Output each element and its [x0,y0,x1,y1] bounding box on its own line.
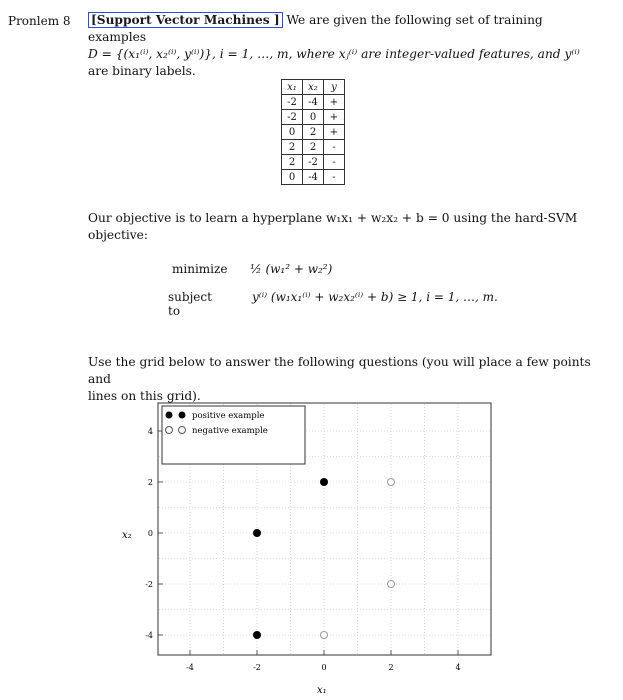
positive-point [320,478,328,486]
minimize-expression: ½ (w₁² + w₂²) [250,262,333,276]
problem-label: Pronlem 8 [8,14,71,28]
table-cell: 0 [303,110,324,125]
table-cell: + [324,110,345,125]
table-header-y: y [324,80,345,95]
table-cell: 2 [303,125,324,140]
y-tick-label: 2 [147,478,153,487]
y-axis-label: x₂ [122,530,132,541]
negative-point [388,479,395,486]
x-tick-label: -4 [186,663,194,672]
table-cell: + [324,95,345,110]
constraint-expression: y⁽ⁱ⁾ (w₁x₁⁽ⁱ⁾ + w₂x₂⁽ⁱ⁾ + b) ≥ 1, i = 1, …, m. [252,290,498,304]
x-tick-label: 0 [321,663,327,672]
intro-line-2: D = {(x₁⁽ⁱ⁾, x₂⁽ⁱ⁾, y⁽ⁱ⁾)}, i = 1, …, m, where xⱼ⁽ⁱ⁾ are integer-valued features, and y⁽ⁱ⁾ [88,47,580,61]
table-header-x1: x₁ [282,80,303,95]
table-cell: - [324,170,345,185]
y-tick-label: -2 [145,580,153,589]
negative-point [321,632,328,639]
minimize-label: minimize [172,262,228,276]
intro-line-1: We are given the following set of training examples [88,13,543,44]
positive-point [253,529,261,537]
objective-line-1: Our objective is to learn a hyperplane w₁x₁ + w₂x₂ + b = 0 using the hard-SVM [88,211,578,225]
x-tick-label: 2 [388,663,394,672]
x-tick-label: -2 [253,663,261,672]
legend-negative-label: negative example [192,426,268,436]
table-cell: 2 [282,140,303,155]
table-cell: - [324,155,345,170]
objective-line-2: objective: [88,228,148,242]
table-cell: -4 [303,170,324,185]
table-cell: -2 [282,95,303,110]
y-tick-label: -4 [145,631,153,640]
x-tick-label: 4 [455,663,461,672]
positive-point [253,631,261,639]
x-axis-label: x₁ [317,685,327,696]
legend-negative-marker [179,427,186,434]
legend-negative-marker [166,427,173,434]
intro-line-3: are binary labels. [88,64,196,78]
table-cell: 2 [282,155,303,170]
negative-point [388,581,395,588]
legend-positive-marker [166,412,173,419]
table-header-x2: x₂ [303,80,324,95]
y-tick-label: 0 [147,529,153,538]
table-cell: -2 [303,155,324,170]
legend-positive-label: positive example [192,411,265,421]
problem-title: [Support Vector Machines ] [88,12,283,28]
grid-instr-line-1: Use the grid below to answer the following questions (you will place a few points and [88,355,591,386]
grid-instr-line-2: lines on this grid). [88,389,201,403]
table-cell: 0 [282,170,303,185]
table-cell: -4 [303,95,324,110]
table-cell: - [324,140,345,155]
table-cell: 2 [303,140,324,155]
table-cell: + [324,125,345,140]
y-tick-label: 4 [147,427,153,436]
table-cell: -2 [282,110,303,125]
subject-to-label: subject to [168,290,212,318]
legend-positive-marker [179,412,186,419]
table-cell: 0 [282,125,303,140]
